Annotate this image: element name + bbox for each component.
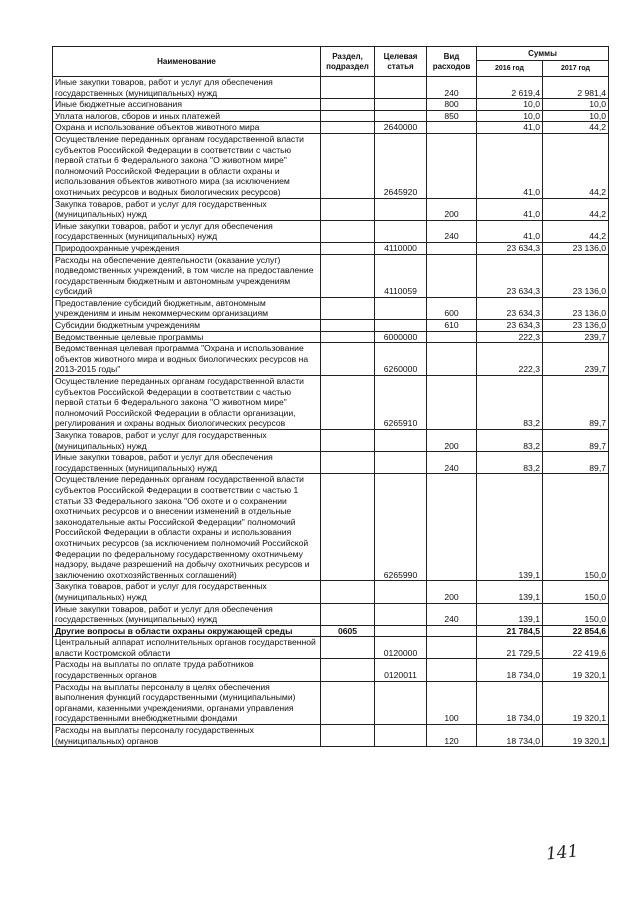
- row-sum-2017: 23 136,0: [543, 320, 609, 332]
- row-kind: 200: [427, 198, 477, 220]
- table-row: [53, 637, 609, 659]
- row-sum-2017: 44,2: [543, 198, 609, 220]
- row-sum-2016: 21 729,5: [477, 637, 543, 659]
- row-sum-2017: 22 419,6: [543, 637, 609, 659]
- row-name: Центральный аппарат исполнительных органов государственной власти Костромской области: [53, 637, 321, 659]
- row-section: [321, 637, 375, 659]
- row-sum-2017: 239,7: [543, 343, 609, 376]
- row-target: [375, 297, 427, 319]
- table-row: [53, 198, 609, 220]
- table-row: [53, 122, 609, 134]
- row-sum-2017: 2 981,4: [543, 77, 609, 99]
- header-sums: Суммы: [477, 47, 609, 61]
- table-row: [53, 99, 609, 111]
- row-section: [321, 220, 375, 242]
- header-section: Раздел, подраздел: [321, 47, 375, 77]
- row-target: [375, 430, 427, 452]
- row-name: Расходы на выплаты персоналу государственных (муниципальных) органов: [53, 725, 321, 747]
- row-sum-2016: 41,0: [477, 133, 543, 198]
- table-row: [53, 603, 609, 625]
- table-header: [53, 47, 609, 77]
- table-row: [53, 376, 609, 430]
- row-section: [321, 122, 375, 134]
- row-kind: 240: [427, 603, 477, 625]
- row-target: [375, 603, 427, 625]
- row-kind: [427, 122, 477, 134]
- row-sum-2017: 10,0: [543, 110, 609, 122]
- row-kind: [427, 625, 477, 637]
- row-sum-2016: 222,3: [477, 343, 543, 376]
- row-sum-2016: 18 734,0: [477, 659, 543, 681]
- row-kind: [427, 242, 477, 254]
- row-sum-2016: 139,1: [477, 474, 543, 581]
- row-section: [321, 376, 375, 430]
- row-name: Закупка товаров, работ и услуг для государственных (муниципальных) нужд: [53, 430, 321, 452]
- row-section: [321, 659, 375, 681]
- table-row: [53, 320, 609, 332]
- table-row: [53, 77, 609, 99]
- row-sum-2016: 23 634,3: [477, 297, 543, 319]
- row-target: 6260000: [375, 343, 427, 376]
- row-name: Закупка товаров, работ и услуг для государственных (муниципальных) нужд: [53, 581, 321, 603]
- row-section: 0605: [321, 625, 375, 637]
- header-target: Целевая статья: [375, 47, 427, 77]
- row-name: Осуществление переданных органам государственной власти субъектов Российской Федерации в соответствии с частью первой статьи 6 Федерального закона "О животном мире" полномочий Российской Федерации в области охраны и использования объектов животного мира (за исключением охотничьих ресурсов и водных биологических ресурсов): [53, 133, 321, 198]
- row-section: [321, 110, 375, 122]
- table-row: [53, 474, 609, 581]
- row-sum-2017: 23 136,0: [543, 297, 609, 319]
- row-sum-2017: 89,7: [543, 376, 609, 430]
- row-section: [321, 254, 375, 297]
- row-name: Расходы на обеспечение деятельности (оказание услуг) подведомственных учреждений, в том числе на предоставление государственным бюджетным и автономным учреждениям субсидий: [53, 254, 321, 297]
- row-name: Другие вопросы в области охраны окружающей среды: [53, 625, 321, 637]
- row-name: Закупка товаров, работ и услуг для государственных (муниципальных) нужд: [53, 198, 321, 220]
- row-name: Иные закупки товаров, работ и услуг для обеспечения государственных (муниципальных) нужд: [53, 77, 321, 99]
- row-name: Иные бюджетные ассигнования: [53, 99, 321, 111]
- row-sum-2017: 22 854,6: [543, 625, 609, 637]
- row-section: [321, 331, 375, 343]
- row-sum-2017: 44,2: [543, 133, 609, 198]
- row-sum-2016: 139,1: [477, 581, 543, 603]
- page-number: 141: [545, 841, 580, 865]
- row-kind: 240: [427, 220, 477, 242]
- row-target: [375, 625, 427, 637]
- row-kind: [427, 474, 477, 581]
- row-sum-2016: 41,0: [477, 122, 543, 134]
- table-row: [53, 110, 609, 122]
- row-section: [321, 581, 375, 603]
- row-target: 2640000: [375, 122, 427, 134]
- table-row: [53, 133, 609, 198]
- row-section: [321, 77, 375, 99]
- row-target: [375, 198, 427, 220]
- row-section: [321, 603, 375, 625]
- row-sum-2016: 83,2: [477, 430, 543, 452]
- row-kind: [427, 659, 477, 681]
- table-row: [53, 343, 609, 376]
- row-kind: [427, 254, 477, 297]
- row-target: 0120000: [375, 637, 427, 659]
- row-section: [321, 297, 375, 319]
- row-target: 0120011: [375, 659, 427, 681]
- row-sum-2016: 18 734,0: [477, 681, 543, 724]
- row-section: [321, 320, 375, 332]
- row-section: [321, 99, 375, 111]
- row-sum-2017: 89,7: [543, 430, 609, 452]
- row-sum-2016: 21 784,5: [477, 625, 543, 637]
- row-kind: 200: [427, 430, 477, 452]
- table-row: [53, 725, 609, 747]
- row-sum-2016: 18 734,0: [477, 725, 543, 747]
- row-kind: [427, 637, 477, 659]
- row-sum-2016: 23 634,3: [477, 242, 543, 254]
- row-name: Иные закупки товаров, работ и услуг для обеспечения государственных (муниципальных) нужд: [53, 452, 321, 474]
- row-target: [375, 681, 427, 724]
- row-kind: 600: [427, 297, 477, 319]
- row-section: [321, 343, 375, 376]
- row-section: [321, 430, 375, 452]
- row-section: [321, 133, 375, 198]
- table-row: [53, 242, 609, 254]
- header-kind: Вид расходов: [427, 47, 477, 77]
- row-sum-2016: 83,2: [477, 452, 543, 474]
- row-sum-2017: 10,0: [543, 99, 609, 111]
- table-row: [53, 297, 609, 319]
- row-section: [321, 242, 375, 254]
- row-kind: [427, 376, 477, 430]
- row-sum-2017: 23 136,0: [543, 242, 609, 254]
- row-sum-2016: 23 634,3: [477, 320, 543, 332]
- row-name: Субсидии бюджетным учреждениям: [53, 320, 321, 332]
- row-section: [321, 725, 375, 747]
- row-sum-2017: 150,0: [543, 603, 609, 625]
- table-row: [53, 430, 609, 452]
- row-target: [375, 725, 427, 747]
- row-name: Предоставление субсидий бюджетным, автономным учреждениям и иным некоммерческим организациям: [53, 297, 321, 319]
- table-row: [53, 452, 609, 474]
- row-name: Ведомственная целевая программа "Охрана и использование объектов животного мира и водных биологических ресурсов на 2013-2015 годы": [53, 343, 321, 376]
- header-year-2016: 2016 год: [477, 61, 543, 77]
- table-row: [53, 625, 609, 637]
- row-target: [375, 581, 427, 603]
- row-target: [375, 452, 427, 474]
- row-sum-2016: 10,0: [477, 99, 543, 111]
- row-sum-2016: 83,2: [477, 376, 543, 430]
- row-target: [375, 110, 427, 122]
- row-section: [321, 681, 375, 724]
- table-row: [53, 659, 609, 681]
- row-kind: [427, 133, 477, 198]
- row-sum-2017: 44,2: [543, 122, 609, 134]
- row-kind: 610: [427, 320, 477, 332]
- table-body: [53, 77, 609, 747]
- row-sum-2017: 23 136,0: [543, 254, 609, 297]
- row-name: Расходы на выплаты по оплате труда работников государственных органов: [53, 659, 321, 681]
- row-sum-2017: 19 320,1: [543, 725, 609, 747]
- row-name: Охрана и использование объектов животного мира: [53, 122, 321, 134]
- row-sum-2016: 2 619,4: [477, 77, 543, 99]
- row-name: Ведомственные целевые программы: [53, 331, 321, 343]
- row-name: Осуществление переданных органам государственной власти субъектов Российской Федерации в соответствии с частью первой статьи 6 Федерального закона "О животном мире" полномочий Российской Федерации в области организации, регулирования и охраны водных биологических ресурсов: [53, 376, 321, 430]
- row-kind: [427, 331, 477, 343]
- row-name: Осуществление переданных органам государственной власти субъектов Российской Федерации в соответствии с частью 1 статьи 33 Федерального закона "Об охоте и о сохранении охотничьих ресурсов и о внесении изменений в отдельные законодательные акты Российской Федерации" полномочий Российской Федерации в области охраны и использования охотничьих ресурсов (за исключением полномочий Российской Федерации по федеральному государственному охотничьему надзору, выдаче разрешений на добычу охотничьих ресурсов и заключению охотхозяйственных соглашений): [53, 474, 321, 581]
- header-name: Наименование: [53, 47, 321, 77]
- row-section: [321, 474, 375, 581]
- row-name: Расходы на выплаты персоналу в целях обеспечения выполнения функций государственными (муниципальными) органами, казенными учреждениями, органами управления государственными внебюджетными фондами: [53, 681, 321, 724]
- row-name: Иные закупки товаров, работ и услуг для обеспечения государственных (муниципальных) нужд: [53, 220, 321, 242]
- table-row: [53, 681, 609, 724]
- row-sum-2017: 150,0: [543, 474, 609, 581]
- budget-table: [52, 46, 609, 747]
- table-row: [53, 331, 609, 343]
- row-section: [321, 198, 375, 220]
- row-name: Уплата налогов, сборов и иных платежей: [53, 110, 321, 122]
- row-sum-2017: 239,7: [543, 331, 609, 343]
- row-name: Природоохранные учреждения: [53, 242, 321, 254]
- row-sum-2016: 41,0: [477, 220, 543, 242]
- table-row: [53, 254, 609, 297]
- row-name: Иные закупки товаров, работ и услуг для обеспечения государственных (муниципальных) нужд: [53, 603, 321, 625]
- row-kind: 240: [427, 452, 477, 474]
- row-sum-2016: 10,0: [477, 110, 543, 122]
- row-sum-2016: 139,1: [477, 603, 543, 625]
- row-target: 4110000: [375, 242, 427, 254]
- row-sum-2017: 89,7: [543, 452, 609, 474]
- row-kind: 850: [427, 110, 477, 122]
- row-target: 6265910: [375, 376, 427, 430]
- row-sum-2017: 19 320,1: [543, 659, 609, 681]
- row-kind: 120: [427, 725, 477, 747]
- row-target: [375, 77, 427, 99]
- row-target: 4110059: [375, 254, 427, 297]
- row-target: [375, 320, 427, 332]
- row-sum-2017: 150,0: [543, 581, 609, 603]
- row-target: 6265990: [375, 474, 427, 581]
- row-kind: [427, 343, 477, 376]
- table-row: [53, 581, 609, 603]
- row-sum-2017: 44,2: [543, 220, 609, 242]
- row-kind: 240: [427, 77, 477, 99]
- row-target: 2645920: [375, 133, 427, 198]
- row-target: [375, 220, 427, 242]
- row-sum-2016: 41,0: [477, 198, 543, 220]
- row-sum-2016: 23 634,3: [477, 254, 543, 297]
- table-row: [53, 220, 609, 242]
- row-target: [375, 99, 427, 111]
- row-section: [321, 452, 375, 474]
- row-sum-2016: 222,3: [477, 331, 543, 343]
- row-target: 6000000: [375, 331, 427, 343]
- row-sum-2017: 19 320,1: [543, 681, 609, 724]
- row-kind: 800: [427, 99, 477, 111]
- row-kind: 100: [427, 681, 477, 724]
- row-kind: 200: [427, 581, 477, 603]
- header-year-2017: 2017 год: [543, 61, 609, 77]
